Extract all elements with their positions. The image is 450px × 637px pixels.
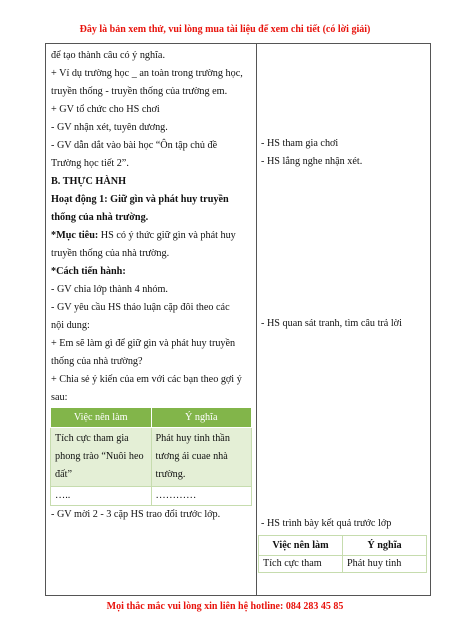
text-line: sau: [51,392,68,403]
procedure-heading: *Cách tiến hành: [51,266,126,277]
table-cell: Tích cực tham [259,556,343,573]
objective-text: HS có ý thức giữ gìn và phát huy [98,230,236,241]
text-line: - HS quan sát tranh, tìm câu trả lời [261,318,402,329]
teacher-activities-column [51,47,251,524]
text-line: - GV dẫn dắt vào bài học “Ôn tập chủ đề [51,140,218,151]
table-row [51,428,252,487]
text-line: + Chia sẻ ý kiến của em với các bạn theo gợi ý [51,374,242,385]
activity-heading: Hoạt động 1: Giữ gìn và phát huy truyền [51,194,229,205]
objective-label: *Mục tiêu: [51,230,99,241]
suggestion-table [50,407,252,506]
text-line: - GV nhận xét, tuyên dương. [51,122,168,133]
table-row [51,487,252,506]
table-cell: ………… [151,487,252,506]
section-heading: B. THỰC HÀNH [51,176,126,187]
objective-line [51,227,251,245]
text-line: - HS tham gia chơi [261,138,339,149]
text-line: thống của nhà trường? [51,356,143,367]
activity-heading: thống của nhà trường. [51,212,149,223]
table-cell: Tích cực tham gia phong trào “Nuôi heo đất” [51,428,152,487]
table-header: Việc nên làm [259,536,343,556]
table-header: Việc nên làm [51,408,152,428]
header-banner: Đây là bản xem thử, vui lòng mua tài liệu để xem chi tiết (có lời giải) [79,24,371,35]
text-line: + GV tổ chức cho HS chơi [51,104,160,115]
table-header: Ý nghĩa [151,408,252,428]
table-header: Ý nghĩa [343,536,427,556]
footer-banner: Mọi thắc mắc vui lòng xin liên hệ hotline: 084 283 45 85 [106,601,344,612]
text-line: - HS trình bày kết quả trước lớp [261,518,392,529]
text-line: + Ví dụ trường học _ an toàn trong trường học, [51,68,243,79]
text-line: nội dung: [51,320,90,331]
text-line: để tạo thành câu có ý nghĩa. [51,50,166,61]
table-cell: ….. [51,487,152,506]
table-cell: Phát huy tinh thần tương ái cuae nhà trường. [151,428,252,487]
result-table [258,535,427,573]
student-activities-column [261,47,427,573]
text-line: - HS lắng nghe nhận xét. [261,156,363,167]
text-line: - GV yêu cầu HS thảo luận cặp đôi theo các [51,302,230,313]
column-divider [256,43,257,596]
text-line: + Em sẽ làm gì để giữ gìn và phát huy truyền [51,338,236,349]
text-line: - GV chia lớp thành 4 nhóm. [51,284,168,295]
text-line: truyền thống - truyền thống của trường em. [51,86,228,97]
table-row [259,556,427,573]
text-line: truyền thống của nhà trường. [51,248,170,259]
table-cell: Phát huy tinh [343,556,427,573]
text-line: - GV mời 2 - 3 cặp HS trao đổi trước lớp. [51,509,221,520]
text-line: Trường học tiết 2”. [51,158,129,169]
